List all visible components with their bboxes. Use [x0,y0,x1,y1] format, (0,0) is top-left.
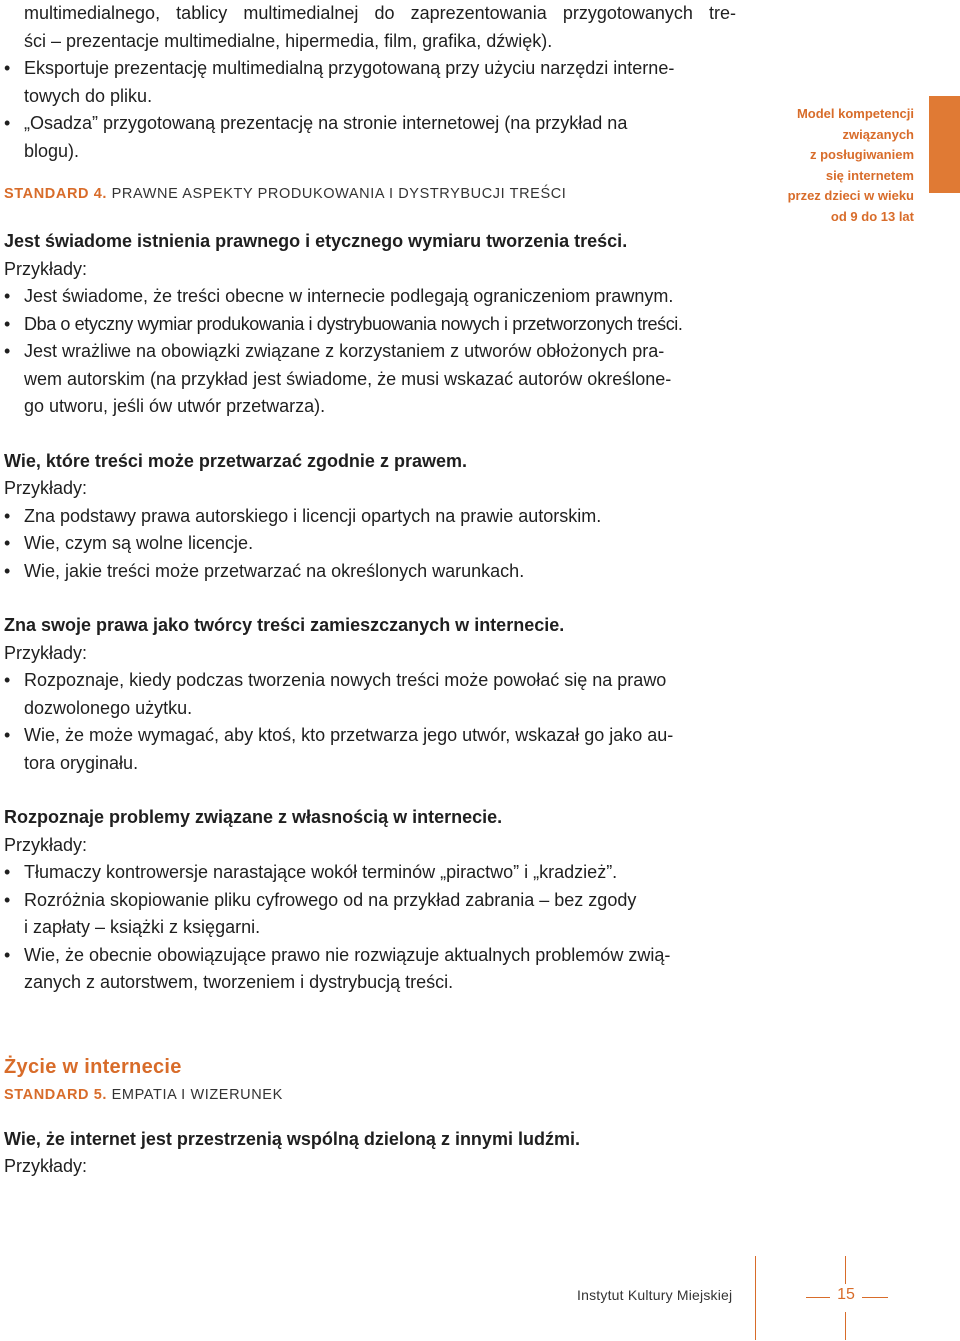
list-item [4,667,736,722]
list-item [4,503,736,531]
sidebar-line: z posługiwaniem [809,147,914,162]
examples-label: Przykłady: [4,1156,88,1176]
list-item [4,55,736,110]
competence-block [4,804,736,997]
examples-list [4,503,736,586]
list-item-line: blogu). [24,140,80,161]
footer-divider [845,1312,846,1340]
intro-line: ści – prezentacje multimedialne, hipermedia, film, grafika, dźwięk). [24,30,553,51]
list-item-line: Wie, jakie treści może przetwarzać na określonych warunkach. [24,560,525,581]
examples-label: Przykłady: [4,834,88,855]
examples-label: Przykłady: [4,258,88,279]
intro-line: multimedialnego, tablicy multimedialnej do zaprezentowania przygotowanych tre- [24,3,736,23]
list-item-line: zanych z autorstwem, tworzeniem i dystrybucją treści. [24,972,454,992]
bullet-icon: • [4,670,11,690]
bullet-icon: • [4,533,11,553]
list-item [4,942,736,997]
bullet-icon: • [4,341,11,361]
page-content [4,0,736,1181]
list-item [4,887,736,942]
bullet-icon: • [4,862,11,882]
sidebar-line: się internetem [825,167,914,183]
bullet-icon: • [4,505,11,526]
block-heading: Jest świadome istnienia prawnego i etycznego wymiaru tworzenia treści. [4,231,628,251]
standard-5-heading [4,1085,736,1105]
list-item [4,722,736,777]
list-item-line: Wie, że może wymagać, aby ktoś, kto przetwarza jego utwór, wskazał go jako au- [24,725,674,745]
standard-title: PRAWNE ASPEKTY PRODUKOWANIA I DYSTRYBUCJI TREŚCI [111,186,567,202]
list-item-line: Dba o etyczny wymiar produkowania i dystrybuowania nowych i przetworzonych treści. [24,313,683,334]
page-number: 15 [837,1286,855,1303]
competence-block [4,228,736,421]
sidebar-line: przez dzieci w wieku [787,188,914,203]
list-item [4,558,736,586]
bullet-icon: • [4,286,11,306]
block-heading: Zna swoje prawa jako twórcy treści zamieszczanych w internecie. [4,615,565,635]
examples-list [4,667,736,777]
standard-label: STANDARD 5. [4,1086,108,1103]
list-item [4,859,736,887]
sidebar-line: Model kompetencji [796,106,914,121]
list-item-line: „Osadza” przygotowaną prezentację na stronie internetowej (na przykład na [24,113,628,133]
section-title: Życie w internecie [4,1055,182,1078]
bullet-icon: • [4,889,11,910]
competence-block [4,448,736,586]
bullet-icon: • [4,58,11,78]
list-item-line: wem autorskim (na przykład jest świadome, że musi wskazać autorów określone- [24,368,672,389]
list-item-line: Jest wrażliwe na obowiązki związane z korzystaniem z utworów obłożonych pra- [24,341,665,361]
sidebar-caption [770,104,914,227]
list-item-line: dozwolonego użytku. [24,697,193,718]
list-item-line: i zapłaty – książki z księgarni. [24,917,261,937]
block-heading: Rozpoznaje problemy związane z własnością w internecie. [4,807,503,827]
examples-list [4,283,736,421]
examples-list [4,859,736,997]
competence-block [4,1126,736,1181]
list-item-line: towych do pliku. [24,85,153,106]
list-item [4,311,736,339]
bullet-icon: • [4,560,11,581]
list-item-line: Rozpoznaje, kiedy podczas tworzenia nowych treści może powołać się na prawo [24,670,667,690]
side-tab-marker [929,96,960,193]
standard-4-heading [4,184,736,204]
block-heading: Wie, które treści może przetwarzać zgodnie z prawem. [4,450,467,471]
list-item-line: Zna podstawy prawa autorskiego i licencji opartych na prawie autorskim. [24,505,602,526]
list-item [4,338,736,421]
bullet-icon: • [4,113,11,133]
list-item-line: Rozróżnia skopiowanie pliku cyfrowego od na przykład zabrania – bez zgody [24,889,637,910]
footer-divider [806,1297,830,1298]
examples-label: Przykłady: [4,642,88,663]
list-item-line: Eksportuje prezentację multimedialną przygotowaną przy użyciu narzędzi interne- [24,58,675,78]
bullet-icon: • [4,944,11,965]
list-item-line: Jest świadome, że treści obecne w internecie podlegają ograniczeniom prawnym. [24,286,674,306]
footer-publisher: Instytut Kultury Miejskiej [577,1287,733,1303]
footer-divider [862,1297,888,1298]
standard-title: EMPATIA I WIZERUNEK [111,1086,283,1103]
intro-list [4,55,736,165]
sidebar-line: związanych [842,126,914,142]
standard-label: STANDARD 4. [4,186,108,202]
list-item-line: go utworu, jeśli ów utwór przetwarza). [24,396,326,416]
list-item [4,530,736,558]
bullet-icon: • [4,313,11,334]
list-item-line: Tłumaczy kontrowersje narastające wokół terminów „piractwo” i „kradzież”. [24,862,618,882]
block-heading: Wie, że internet jest przestrzenią wspólną dzieloną z innymi ludźmi. [4,1128,580,1149]
bullet-icon: • [4,725,11,745]
examples-label: Przykłady: [4,478,88,498]
list-item-line: Wie, że obecnie obowiązujące prawo nie rozwiązuje aktualnych problemów zwią- [24,944,671,965]
list-item [4,283,736,311]
list-item [4,110,736,165]
list-item-line: tora oryginału. [24,752,139,773]
footer-divider [845,1256,846,1284]
sidebar-line: od 9 do 13 lat [830,208,914,224]
footer-divider [755,1256,756,1340]
list-item-line: Wie, czym są wolne licencje. [24,533,254,553]
intro [4,0,736,165]
competence-block [4,612,736,777]
